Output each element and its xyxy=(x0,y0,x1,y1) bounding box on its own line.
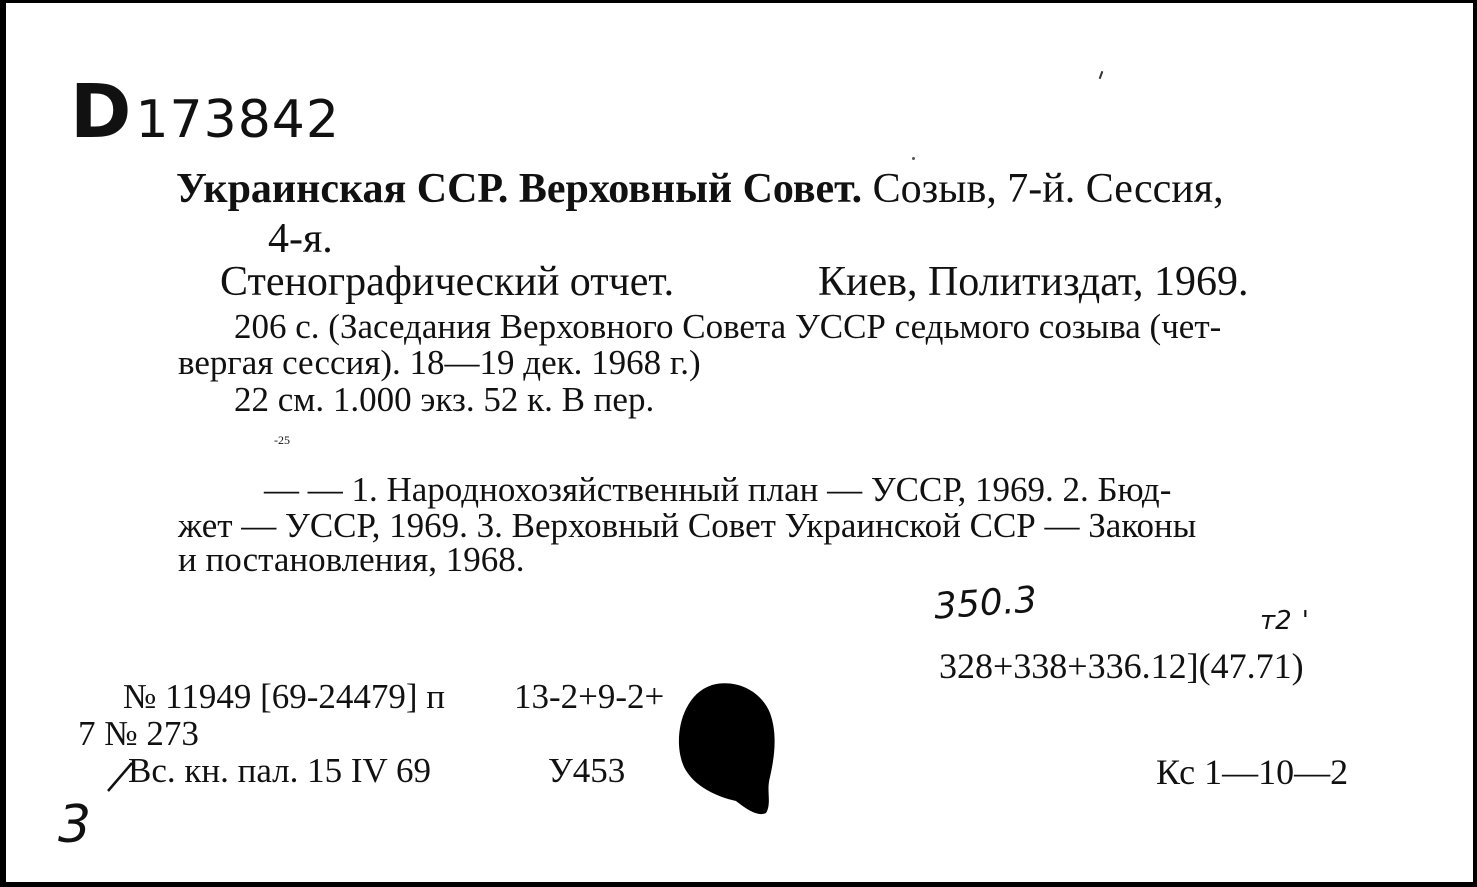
classification: 328+338+336.12](47.71) xyxy=(939,646,1304,686)
heading-continuation: 4-я. xyxy=(268,216,333,262)
record-code: 13-2+9-2+ xyxy=(514,677,665,716)
subjects-line-2: жет — УССР, 1969. 3. Верховный Совет Украинской ССР — Законы xyxy=(178,506,1197,545)
series-line-1: 206 с. (Заседания Верховного Совета УССР седьмого созыва (чет- xyxy=(234,307,1222,346)
series-line-2: вергая сессия). 18—19 дек. 1968 г.) xyxy=(178,343,701,382)
handwritten-class: 350.3 xyxy=(932,579,1039,628)
call-number xyxy=(70,69,340,155)
main-entry-heading xyxy=(176,165,1356,213)
physical-description: 22 см. 1.000 экз. 52 к. В пер. xyxy=(234,380,655,419)
subjects-line-1: — — 1. Народнохозяйственный план — УССР, 1969. 2. Бюд- xyxy=(264,470,1172,509)
ink-blot xyxy=(674,679,784,819)
call-number-digits: 173842 xyxy=(135,90,340,150)
small-mark: -25 xyxy=(274,433,290,447)
handwritten-mark-text: т2 xyxy=(1260,606,1292,636)
stray-dot xyxy=(912,157,915,160)
sub-number: 7 № 273 xyxy=(78,714,199,753)
imprint: Киев, Политиздат, 1969. xyxy=(818,259,1249,305)
title-statement: Стенографический отчет. xyxy=(220,259,675,305)
heading-rest: Созыв, 7-й. Сессия, xyxy=(872,166,1224,212)
record-number: № 11949 [69-24479] п xyxy=(123,677,446,716)
chamber-code: У453 xyxy=(548,751,626,790)
stray-mark xyxy=(1099,71,1104,79)
call-number-prefix: D xyxy=(70,69,130,155)
handwritten-digit: 3 xyxy=(58,795,92,855)
kc-code: Кс 1—10—2 xyxy=(1156,752,1349,792)
subjects-line-3: и постановления, 1968. xyxy=(178,540,525,579)
heading-bold: Украинская ССР. Верховный Совет. xyxy=(176,166,863,212)
handwritten-mark xyxy=(1260,606,1309,636)
tick-glyph: ' xyxy=(1301,606,1309,636)
chamber-note: Вс. кн. пал. 15 IV 69 xyxy=(128,751,431,790)
